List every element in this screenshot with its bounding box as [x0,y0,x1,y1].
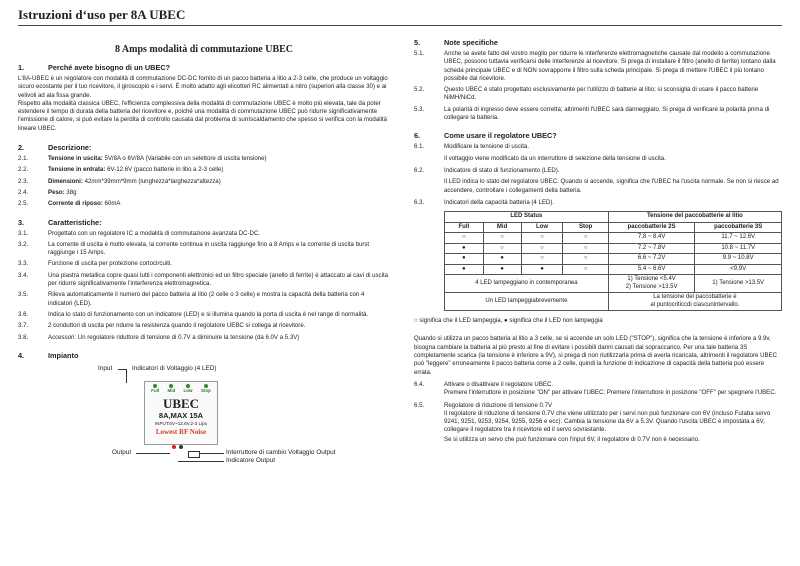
table-cell: 11.7 ~ 12.6V [695,233,782,244]
table-cell: 7.2 ~ 7.8V [608,243,695,254]
table-cell: 4 LED lampeggiano in contemporanea [445,275,609,293]
spec-key: Peso: [48,188,65,196]
table-row [445,233,782,244]
feature-item [18,272,390,289]
section-3-heading [18,218,390,227]
output-connectors [172,445,183,449]
item-text: Funzione di uscita per protezione cortocircuiti. [48,260,172,268]
indicator-label: Indicatori di Voltaggio (4 LED) [132,364,217,372]
table-row [445,243,782,254]
item-text: Regolatore di riduzione di tensione 0.7V [444,401,553,409]
item-text: Indica lo stato di funzionamento con un indicatore (LED) e si illumina quando la porta di uscita è nel range di normalità. [48,310,369,318]
table-cell: Un LED lampeggiabrevemente [445,293,609,311]
module-noise-text: Lowest RF Noise [155,427,207,436]
feature-item [18,322,390,330]
spec-key: Dimensioni: [48,177,83,185]
item-text: Progettato con un regolatore IC a modalità di commutazione avanzata DC-DC. [48,229,261,237]
table-cell: ○ [521,243,563,254]
table-cell: ● [445,264,484,275]
output-pin [179,445,183,449]
spec-item [18,189,390,197]
section-1-heading [18,63,390,72]
spec-key: Corrente di riposo: [48,200,103,208]
spec-value: 6V-12.6V (pacco batterie in litio a 2-3 celle) [105,166,224,174]
table-cell: <9.9V [695,264,782,275]
feature-item [18,334,390,342]
item-number: 2.3. [18,177,29,185]
table-cell: 5.4 ~ 6.6V [608,264,695,275]
item-number: 6.3. [414,198,425,206]
table-header: Tensione del paccobatterie al litio [608,212,781,223]
section-number: 5. [414,38,421,47]
table-row [445,293,782,311]
feature-item [18,311,390,319]
item-number: 6.5. [414,401,425,409]
item-text: Modificare la tensione di uscita. [444,143,530,151]
section-4-heading [18,351,390,360]
led-row [147,384,215,393]
spec-item [18,155,390,163]
table-cell: ○ [563,264,608,275]
item-number: 6.4. [414,380,425,388]
item-number: 3.7. [18,322,29,330]
feature-item [18,241,390,258]
table-row [445,264,782,275]
item-number: 6.2. [414,166,425,174]
table-cell: ● [445,243,484,254]
led-stop [201,384,211,393]
output-label: Output [112,448,132,456]
item-number: 2.2. [18,166,29,174]
section-1-paragraph: L'8A-UBEC è un regolatore con modalità di commutazione DC-DC fornito di un pacco batteria a litio a 2-3 celle, che produce un voltaggio sicuro ecostante per il tuo ricevitore, il giroscopio e i servi. È molto adatto agli elicotteri RC alimentati a nitro (superiori alla classe 30) e ai velivoli ad ala fissa grande. [18,75,388,99]
usage-detail: Premere l'interruttore in posizione "ON" per attivare l'UBEC; Premere l'interruttore in posizione "OFF" per spegnere l'UBEC. [444,389,777,397]
usage-detail: Il LED indica lo stato del regolatore UBEC. Quando si accende, significa che l'UBEC ha l'uscita normale. Se non si riesce ad accendere, controllare i collegamenti della batteria. [444,178,779,194]
ubec-module [144,381,218,445]
item-text: Accessori: Un regolatore riduttore di tensione di 0.7V a diminuire la tensione (da 6.0V a 5.3V) [48,333,300,341]
led-label: Low [183,387,193,393]
section-5-heading [414,38,782,47]
column-header: Stop [563,222,608,233]
table-cell: ○ [563,254,608,265]
table-row [445,254,782,265]
switch-label: Interruttore di cambio Voltaggio Output [226,448,336,456]
table-cell: ● [483,264,521,275]
table-row [445,275,782,293]
table-cell: 1) Tensione >13.5V [695,275,782,293]
right-column [414,38,782,448]
usage-item [414,402,782,410]
usage-item [414,143,782,151]
led-full [151,384,159,393]
section-1-paragraph: Rispetto alla modalità classica UBEC, l'efficienza complessiva della modalità di commutazione UBEC è molto più elevata, tale da poter estendere il tempo di durata della batteria del ricevitore e, poiché una modalità di commutazione UBEC può ridurre significativamente l'emissione di calore, si può evitare la perdita di controllo causata dal problema di surriscaldamento che spesso si verifica con la modalità lineare UBEC. [18,99,388,132]
item-number: 2.1. [18,155,29,163]
table-legend: ○ significa che il LED lampeggia, ● significa che il LED non lampeggia [414,317,603,325]
item-number: 2.5. [18,200,29,208]
table-cell: 9.9 ~ 10.8V [695,254,782,265]
table-cell: ○ [483,243,521,254]
table-cell: ● [445,254,484,265]
item-number: 3.4. [18,271,29,279]
table-cell: 7.8 ~ 8.4V [608,233,695,244]
item-number: 3.5. [18,291,29,299]
usage-item [414,199,782,207]
table-cell: 10.8 ~ 11.7V [695,243,782,254]
column-header: Full [445,222,484,233]
usage-detail: Il regolatore di riduzione di tensione 0.7V che viene utilizzato per i servi non può funzionare con 6V (incluso Futaba servo 9241, 9251, 9253, 9254, 9255, 9256 e ecc). Cambia la tensione da 6V a 5.3V. Quando l'uscita UBEC è impostata a 6V, collegare il regolatore tra il ricevitore ed il servo sovrastante. [444,409,771,434]
spec-item [18,178,390,186]
section-title: Descrizione: [48,143,92,153]
table-cell: ○ [521,254,563,265]
item-number: 3.3. [18,260,29,268]
item-number: 2.4. [18,188,29,196]
output-indicator-label: Indicatore Output [226,456,276,464]
spec-key: Tensione in uscita: [48,155,103,163]
item-text: La polarità di ingresso deve essere corretta; altrimenti l'UBEC sarà danneggiato. Si prega di verificare la polarità prima di collegare la batteria. [444,105,770,122]
title-divider [18,25,782,26]
section-title: Impianto [48,350,79,360]
item-number: 6.1. [414,143,425,151]
item-text: Attivare o disattivare il regolatore UBEC. [444,380,554,388]
led-low [184,384,193,393]
table-cell: ○ [483,233,521,244]
column-header: paccobatterie 3S [695,222,782,233]
table-cell: ○ [563,233,608,244]
item-number: 5.2. [414,86,425,94]
item-text: Anche se avete fatto del vostro meglio per ridurre le interferenze elettromagnetiche causate dal modello a commutazione UBEC, possono tuttavia verificarsi delle interferenze al ricevitore. Si prega di installare il filtro (anello di ferrite) lontano dalla scheda principale UBEC e di NON sovrapporre il filtro sulla scheda principale. Si prega di mettere l'UBEC il più lontano possibile dal ricevitore. [444,50,776,82]
ubec-diagram [18,363,390,475]
item-number: 3.8. [18,333,29,341]
usage-paragraph: Quando si utilizza un pacco batteria al litio a 3 celle, se si accende un solo LED ("STOP"), significa che la tensione è inferiore a 9.9v, bisogna cambiare la batteria al più presto al fine di evitare i possibili danni causati dal sopraccarico. Per una tale batteria 3S completamente scarica (la tensione è inferiore a 9V), si prega di non riutilizzarla prima di averla ricaricata, altrimenti il regolatore UBEC può "leggere" erroneamente il pacco batteria come a 2 celle, quindi la funzione di indicazione di capacità della batteria può essere errata. [414,335,778,376]
led-label: Stop [200,387,211,393]
module-brand: UBEC [162,395,200,411]
page-title: Istruzioni d‘uso per 8A UBEC [18,7,186,22]
item-text: Indicatore di stato di funzionamento (LED). [444,166,560,174]
item-number: 3.2. [18,240,29,248]
column-header: Mid [483,222,521,233]
section-title: Caratteristiche: [48,217,102,227]
feature-item [18,291,390,308]
usage-item [414,381,782,389]
spec-item [18,200,390,208]
feature-item [18,260,390,268]
table-cell: ○ [563,243,608,254]
item-text: Indicatori della capacità batteria (4 LED). [444,198,555,206]
item-text: Questo UBEC è stato progettato esclusivamente per l'utilizzo di batterie al litio; si sconsiglia di usare il pacco batterie NiMH/NiCd. [444,86,759,102]
note-item [414,106,782,123]
left-column [18,38,390,475]
section-title: Note specifiche [444,38,498,47]
document-title: 8 Amps modalità di commutazione UBEC [114,44,294,55]
usage-item [414,167,782,175]
output-pin [172,445,176,449]
item-text: Rileva automaticamente il numero del pacco batteria al litio (2 celle o 3 celle) e mostra la capacità della batteria con 4 indicatori (LED). [48,291,365,307]
voltage-switch [188,451,200,458]
column-header: Low [521,222,563,233]
table-cell: ● [483,254,521,265]
battery-capacity-table [444,211,782,311]
note-item [414,86,782,103]
table-cell: ○ [521,233,563,244]
section-number: 1. [18,63,25,72]
column-header: paccobatterie 2S [608,222,695,233]
table-cell: ● [521,264,563,275]
section-number: 3. [18,217,25,227]
section-2-heading [18,143,390,152]
input-label: Input [98,364,113,372]
section-number: 2. [18,143,25,153]
module-rating: 8A,MAX 15A [158,410,204,420]
cell-line: al puntocriticcdi ciascunintervallo. [650,301,740,308]
cell-line: La tensione del paccobatterie è [653,294,737,301]
table-cell: ○ [445,233,484,244]
item-number: 5.3. [414,105,425,113]
spec-value: 5V/8A o 6V/8A (Variabile con un selettore di uscita tensione) [102,155,267,163]
item-number: 5.1. [414,50,425,57]
spec-key: Tensione in entrata: [48,166,106,174]
section-title: Come usare il regolatore UBEC? [444,131,557,141]
table-cell [608,275,695,293]
item-text: Una piastra metallica copre quasi tutti i componenti elettronici ed un filtro speciale (anello di ferrite) è attaccato ai cavi di uscita per ridurre significativamente l'interferenza elettromagnetica. [48,271,389,288]
item-number: 3.1. [18,229,29,237]
note-item [414,50,782,83]
usage-detail: Il voltaggio viene modificato da un interruttore di selezione della tensione di uscita. [444,154,666,162]
led-label: Mid [167,387,176,393]
spec-value: 38g [64,188,77,196]
table-cell [608,293,781,311]
spec-value: 60mA [102,200,121,208]
section-6-heading [414,131,782,140]
table-cell: 6.6 ~ 7.2V [608,254,695,265]
cell-line: 1) Tensione <5.4V [627,276,676,283]
spec-value: 42mm*39mm*9mm (lunghezza*larghezza*altezza) [82,177,221,185]
item-number: 3.6. [18,310,29,318]
spec-item [18,166,390,174]
section-title: Perché avete bisogno di un UBEC? [48,63,171,72]
section-number: 4. [18,350,25,360]
module-input-spec: INPUT:6V~12.6V,2-3 Lipo [154,420,208,426]
usage-detail: Se si utilizza un servo che può funzionare con l'input 6V, il regolatore di 0.7V non è necessario. [444,435,700,443]
item-text: La corrente di uscita è molto elevata, la corrente continua in uscita raggiunge fino a 8 Amps e la corrente di uscita burst raggiunge i 15 Amps. [48,240,370,257]
section-number: 6. [414,131,421,141]
item-text: 2 conduttori di uscita per ridurre la resistenza quando il regolatore UEBC si collega al ricevitore. [48,322,306,330]
table-header: LED Status [445,212,609,223]
feature-item [18,230,390,238]
led-mid [167,384,175,393]
led-label: Full [151,387,160,393]
cell-line: 2) Tensione >13.5V [625,283,678,290]
